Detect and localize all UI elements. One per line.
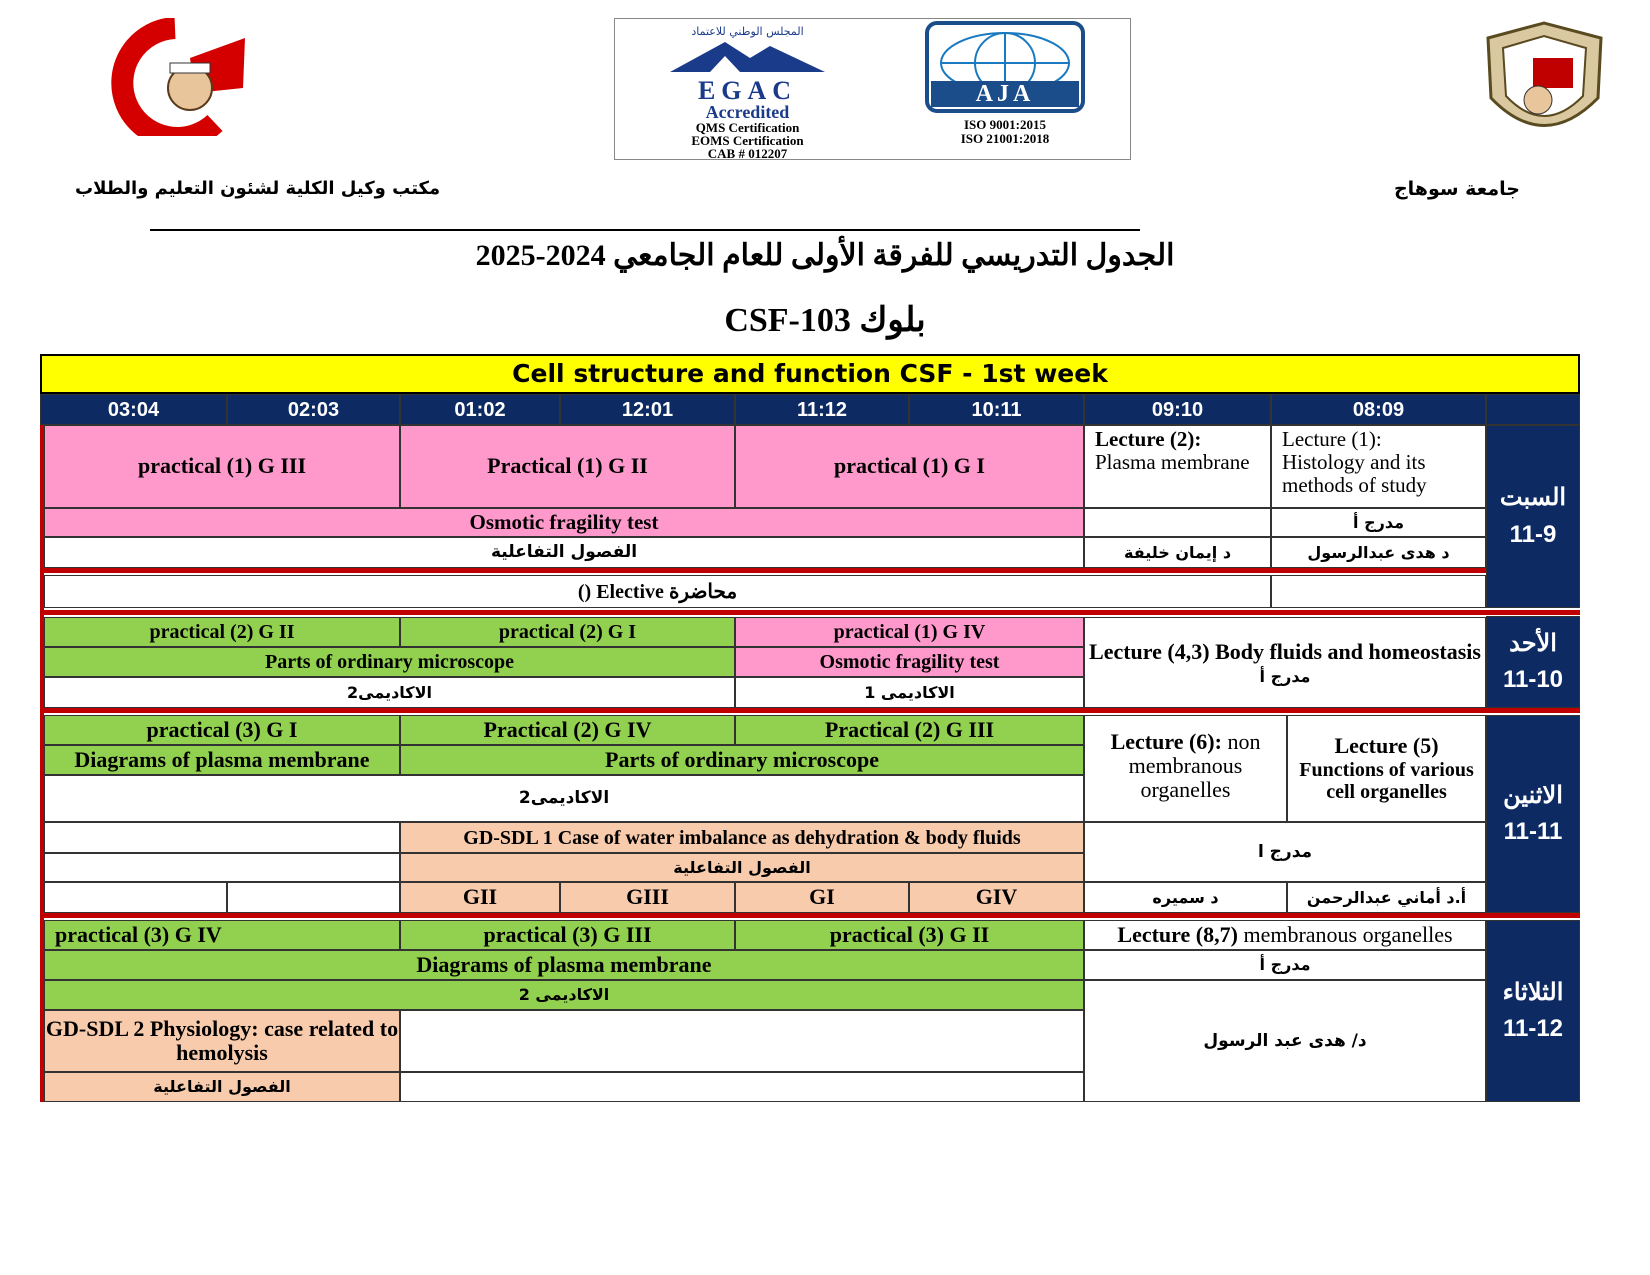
mon-lecture-5 bbox=[1287, 715, 1486, 822]
time-col-5: 11:12 bbox=[735, 394, 909, 425]
sat-dr-hoda: د هدى عبدالرسول bbox=[1271, 537, 1486, 568]
mon-diagrams: Diagrams of plasma membrane bbox=[44, 745, 400, 775]
tue-hall: مدرج أ bbox=[1084, 950, 1486, 980]
day-sunday bbox=[1486, 616, 1580, 708]
time-col-7: 09:10 bbox=[1084, 394, 1271, 425]
tue-empty-cell bbox=[400, 1010, 1084, 1072]
mon-dr-samira: د سميره bbox=[1084, 882, 1287, 913]
mon-interactive-classes: الفصول التفاعلية bbox=[400, 853, 1084, 882]
lecture-hall: مدرج أ bbox=[1259, 666, 1311, 686]
tue-interactive-classes: الفصول التفاعلية bbox=[44, 1072, 400, 1102]
row-separator bbox=[40, 610, 1580, 615]
day-date: 11-11 bbox=[1503, 818, 1563, 845]
mon-empty-cell bbox=[44, 822, 400, 853]
header-rule bbox=[150, 229, 1140, 231]
sat-empty-cell bbox=[1271, 575, 1486, 608]
sun-academy-2: الاكاديمى2 bbox=[44, 677, 735, 708]
university-name: جامعة سوهاج bbox=[1393, 178, 1520, 200]
day-name: الأحد bbox=[1509, 629, 1557, 657]
tue-dr-hoda: د/ هدى عبد الرسول bbox=[1084, 980, 1486, 1102]
tue-practical-g3: practical (3) G III bbox=[400, 920, 735, 950]
mon-practical-g3: Practical (2) G III bbox=[735, 715, 1084, 745]
tue-diagrams: Diagrams of plasma membrane bbox=[44, 950, 1084, 980]
left-edge-bar bbox=[40, 425, 44, 1102]
lecture-title: Lecture (6): bbox=[1110, 729, 1222, 754]
lecture-topic: membranous organelles bbox=[1237, 921, 1453, 947]
sat-practical-g2: Practical (1) G II bbox=[400, 425, 735, 508]
mon-lecture-6 bbox=[1084, 715, 1287, 822]
tue-gd-sdl-2: GD-SDL 2 Physiology: case related to hemolysis bbox=[44, 1010, 400, 1072]
tue-lecture-8-7 bbox=[1084, 920, 1486, 950]
lecture-topic: Functions of various cell organelles bbox=[1299, 758, 1474, 803]
day-saturday bbox=[1486, 425, 1580, 608]
sun-osmotic-test: Osmotic fragility test bbox=[735, 647, 1084, 677]
egac-line2: EOMS Certification bbox=[691, 133, 804, 148]
sun-practical-g1: practical (2) G I bbox=[400, 617, 735, 647]
lecture-topic: Plasma membrane bbox=[1095, 450, 1250, 475]
day-name: الثلاثاء bbox=[1502, 978, 1564, 1006]
time-col-1: 03:04 bbox=[40, 394, 227, 425]
lecture-title: Lecture (2): bbox=[1095, 427, 1202, 451]
page-title: الجدول التدريسي للفرقة الأولى للعام الجامعي 2024-2025 bbox=[475, 239, 1175, 272]
mon-group-giii: GIII bbox=[560, 882, 735, 913]
tue-empty-cell bbox=[400, 1072, 1084, 1102]
tue-academy-2: الاكاديمى 2 bbox=[44, 980, 1084, 1010]
sun-practical-g4: practical (1) G IV bbox=[735, 617, 1084, 647]
row-separator bbox=[40, 568, 1486, 573]
sat-elective-lecture: محاضرة Elective () bbox=[44, 575, 1271, 608]
sat-hall: مدرج أ bbox=[1271, 508, 1486, 537]
time-col-2: 02:03 bbox=[227, 394, 400, 425]
day-monday bbox=[1486, 715, 1580, 913]
lecture-title: Lecture (4,3) Body fluids and homeostasis bbox=[1089, 638, 1481, 664]
day-col-header bbox=[1486, 394, 1580, 425]
lecture-title: Lecture (5) bbox=[1334, 733, 1439, 759]
lecture-title: Lecture (8,7) bbox=[1117, 921, 1238, 947]
sun-practical-g2: practical (2) G II bbox=[44, 617, 400, 647]
day-date: 11-12 bbox=[1502, 1015, 1564, 1042]
mon-practical-g4: Practical (2) G IV bbox=[400, 715, 735, 745]
sat-empty-cell bbox=[1084, 508, 1271, 537]
day-date: 11-10 bbox=[1502, 666, 1564, 693]
aja-line1: ISO 9001:2015 bbox=[964, 117, 1046, 132]
time-col-4: 12:01 bbox=[560, 394, 735, 425]
tue-practical-g4: practical (3) G IV bbox=[44, 920, 400, 950]
egac-logo bbox=[630, 25, 865, 161]
egac-name: EGAC bbox=[697, 76, 798, 105]
mon-group-gi: GI bbox=[735, 882, 909, 913]
faculty-logo bbox=[95, 18, 265, 136]
week-banner: Cell structure and function CSF - 1st week bbox=[40, 354, 1580, 394]
sun-parts-microscope: Parts of ordinary microscope bbox=[44, 647, 735, 677]
egac-line1: QMS Certification bbox=[695, 120, 800, 135]
mon-empty-cell bbox=[44, 882, 227, 913]
lecture-topic: non membranous organelles bbox=[1128, 729, 1261, 803]
day-name: الاثنين bbox=[1503, 781, 1563, 809]
mon-group-giv: GIV bbox=[909, 882, 1084, 913]
lecture-title: Lecture (1): bbox=[1282, 427, 1382, 451]
aja-line2: ISO 21001:2018 bbox=[960, 131, 1050, 146]
accreditation-logos bbox=[614, 18, 1131, 160]
sat-practical-g1: practical (1) G I bbox=[735, 425, 1084, 508]
mon-practical-g1: practical (3) G I bbox=[44, 715, 400, 745]
mon-hall: مدرج ا bbox=[1084, 822, 1486, 882]
block-title: بلوك CSF-103 bbox=[724, 302, 926, 339]
lecture-topic: Histology and its methods of study bbox=[1282, 450, 1427, 498]
mon-parts-microscope: Parts of ordinary microscope bbox=[400, 745, 1084, 775]
sun-lecture-4-3 bbox=[1084, 617, 1486, 708]
sat-interactive-classes: الفصول التفاعلية bbox=[44, 537, 1084, 568]
sat-osmotic-test: Osmotic fragility test bbox=[44, 508, 1084, 537]
time-col-3: 01:02 bbox=[400, 394, 560, 425]
mountain-icon bbox=[630, 38, 865, 74]
mon-empty-cell bbox=[227, 882, 400, 913]
sat-practical-g3: practical (1) G III bbox=[44, 425, 400, 508]
tue-practical-g2: practical (3) G II bbox=[735, 920, 1084, 950]
day-date: 11-9 bbox=[1509, 520, 1557, 548]
sat-lecture-1 bbox=[1271, 425, 1486, 508]
sun-academy-1: الاكاديمى 1 bbox=[735, 677, 1084, 708]
egac-arabic: المجلس الوطني للاعتماد bbox=[691, 25, 804, 38]
aja-logo bbox=[905, 21, 1105, 151]
aja-name: AJA bbox=[975, 81, 1035, 107]
university-seal bbox=[1478, 18, 1611, 158]
egac-line3: CAB # 012207 bbox=[707, 146, 788, 161]
mon-academy-2: الاكاديمى2 bbox=[44, 775, 1084, 822]
office-name: مكتب وكيل الكلية لشئون التعليم والطلاب bbox=[75, 178, 441, 199]
row-separator bbox=[40, 708, 1580, 713]
day-name: السبت bbox=[1499, 484, 1567, 512]
mon-group-gii: GII bbox=[400, 882, 560, 913]
row-separator bbox=[40, 913, 1580, 918]
mon-gd-sdl-1: GD-SDL 1 Case of water imbalance as dehydration & body fluids bbox=[400, 822, 1084, 853]
time-col-8: 08:09 bbox=[1271, 394, 1486, 425]
sat-lecture-2 bbox=[1084, 425, 1271, 508]
sat-dr-eman: د إيمان خليفة bbox=[1084, 537, 1271, 568]
day-tuesday bbox=[1486, 920, 1580, 1102]
egac-accredited: Accredited bbox=[705, 102, 790, 122]
mon-dr-amany: أ.د أماني عبدالرحمن bbox=[1287, 882, 1486, 913]
time-col-6: 10:11 bbox=[909, 394, 1084, 425]
mon-empty-cell bbox=[44, 853, 400, 882]
